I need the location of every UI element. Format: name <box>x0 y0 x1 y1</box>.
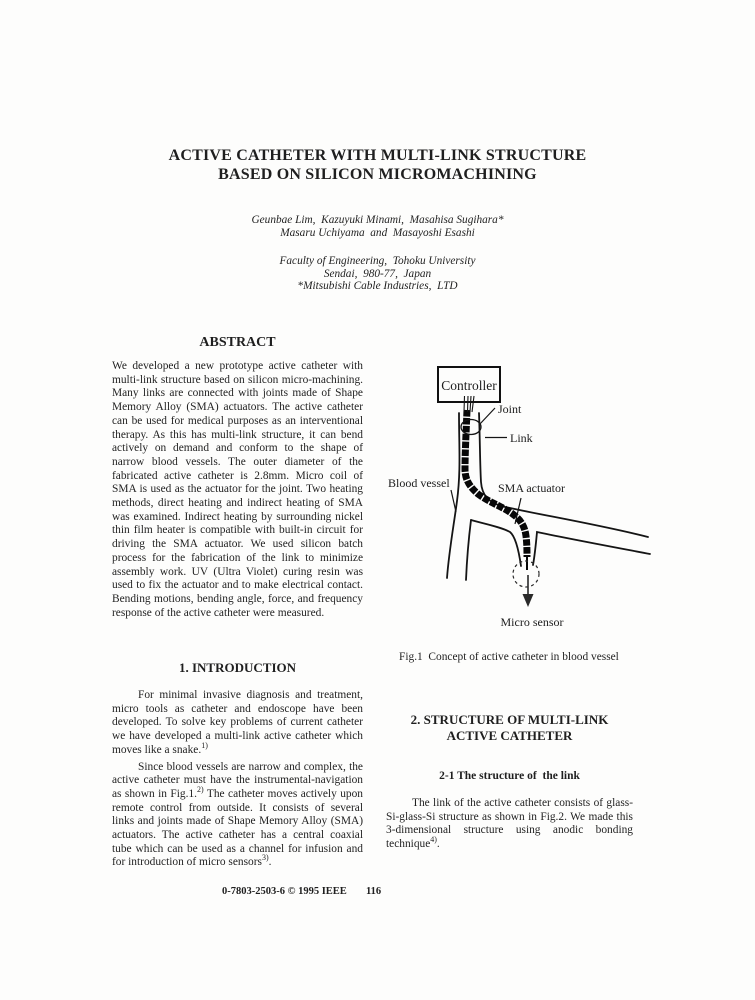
reference-mark-2: 2) <box>197 785 204 795</box>
paragraph-text: For minimal invasive diagnosis and treatment, micro tools as catheter and endoscope have been developed. To solve key problems of current catheter we have developed a multi-link active catheter which moves like a snake. <box>112 689 363 756</box>
title-line-1: ACTIVE CATHETER WITH MULTI-LINK STRUCTURE <box>168 147 587 164</box>
wire <box>464 396 465 412</box>
abstract-heading: ABSTRACT <box>199 335 276 350</box>
section-2-heading-line-1: 2. STRUCTURE OF MULTI-LINK <box>410 712 609 727</box>
vessel-upper-wall <box>479 413 648 537</box>
paragraph-text: . <box>268 856 272 869</box>
affiliation <box>0 255 755 293</box>
author-list <box>0 214 755 240</box>
figure-1-concept-drawing <box>385 356 655 648</box>
figure-1-caption: Fig.1 Concept of active catheter in blood vessel <box>399 651 619 663</box>
authors-line-1: Geunbae Lim, Kazuyuki Minami, Masahisa Sugihara* <box>251 214 504 226</box>
section-2-body <box>386 797 633 855</box>
section-2-paragraph-1 <box>386 797 633 852</box>
vessel-left-wall <box>447 413 460 578</box>
page-number: 116 <box>366 886 382 897</box>
link-label: Link <box>510 431 533 445</box>
paragraph-text: The catheter moves actively upon remote control from outside. It consists of several links and joints made of Shape Memory Alloy (SMA) actuators. The active catheter has a central coaxial tube which can be used as a channel for infusion and for introduction of micro sensors <box>112 787 363 869</box>
section-2-heading <box>386 712 633 743</box>
joint-pointer-line <box>479 408 495 425</box>
reference-mark-1: 1) <box>201 741 208 751</box>
abstract-paragraph: We developed a new prototype active catheter with multi-link structure based on silicon micro-machining. Many links are connected with joints made of Shape Memory Alloy (SMA) actuators. The active catheter can be used for medical purposes as an interventional therapy. As this has multi-link structure, it can bend actively on demand and conform to the shape of narrow blood vessels. The outer diameter of the fabricated active catheter is 2.8mm. Micro coil of SMA is used as the actuator for the joint. Two heating methods, direct heating and indirect heating of SMA was examined. Indirect heating by surrounding nickel thin film heater is compatible with built-in circuit for driving the SMA actuator. We used silicon batch process for the fabrication of the link to minimize assembly work. UV (Ultra Violet) curing resin was used to fix the actuator and to make electrical contact. Bending motions, bending angle, force, and frequency response of the active catheter were measured. <box>112 360 363 619</box>
paragraph-text: Since blood vessels are narrow and complex, the active catheter must have the instrumental-navigation as shown in Fig.1. <box>112 760 363 800</box>
introduction-paragraph-2 <box>112 761 363 871</box>
reference-mark-3: 3) <box>261 853 269 863</box>
introduction-heading: 1. INTRODUCTION <box>178 660 296 675</box>
abstract-body <box>112 360 363 623</box>
joint-label: Joint <box>498 402 522 416</box>
sma-actuator-label: SMA actuator <box>498 481 565 495</box>
blood-vessel-pointer-line <box>451 490 456 512</box>
affiliation-line-3: *Mitsubishi Cable Industries, LTD <box>297 280 458 293</box>
controller-label: Controller <box>441 378 497 393</box>
blood-vessel-label: Blood vessel <box>388 476 450 490</box>
introduction-paragraph-1 <box>112 689 363 758</box>
vessel-lower-wall-right <box>533 532 650 565</box>
paragraph-text: . <box>436 838 440 851</box>
vessel-lower-wall-left <box>471 520 521 566</box>
page-title <box>0 147 755 184</box>
title-line-2: BASED ON SILICON MICROMACHINING <box>218 165 537 183</box>
copyright-notice: 0-7803-2503-6 © 1995 IEEE <box>222 886 347 897</box>
wire <box>468 396 469 412</box>
reference-mark-4: 4) <box>430 835 437 845</box>
paragraph-text: The link of the active catheter consists of glass-Si-glass-Si structure as shown in Fig.2. We made this 3-dimensional structure using anodic bonding technique <box>386 797 633 851</box>
direction-arrow-head <box>523 594 534 607</box>
section-2-heading-line-2: ACTIVE CATHETER <box>446 727 573 743</box>
section-2-1-subheading: 2-1 The structure of the link <box>439 770 580 782</box>
affiliation-line-1: Faculty of Engineering, Tohoku University <box>279 255 476 267</box>
introduction-body <box>112 689 363 873</box>
affiliation-line-2: Sendai, 980-77, Japan <box>323 267 432 280</box>
vessel-left-branch-inner-wall <box>466 520 471 580</box>
authors-line-2: Masaru Uchiyama and Masayoshi Esashi <box>280 226 475 239</box>
micro-sensor-label: Micro sensor <box>500 615 564 629</box>
